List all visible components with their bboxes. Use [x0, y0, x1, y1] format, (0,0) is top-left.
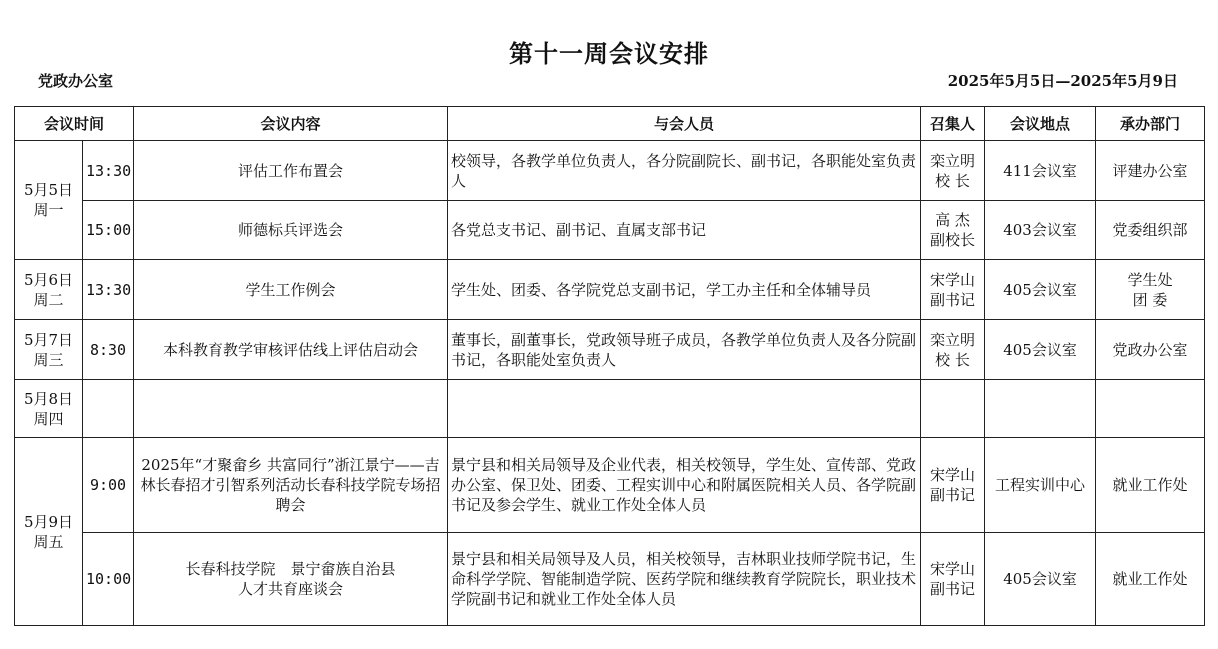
meeting-location: 403会议室 [985, 201, 1096, 260]
table-row [15, 533, 1205, 626]
meeting-location: 405会议室 [985, 533, 1096, 626]
meeting-convener: 栾立明 校 长 [921, 320, 985, 380]
table-row [15, 201, 1205, 260]
meeting-convener: 宋学山 副书记 [921, 438, 985, 533]
day-cell: 5月6日 周二 [15, 260, 83, 320]
table-row [15, 141, 1205, 201]
meeting-location: 405会议室 [985, 260, 1096, 320]
issuing-office: 党政办公室 [38, 72, 114, 90]
meeting-department: 学生处 团 委 [1096, 260, 1205, 320]
meeting-location [985, 380, 1096, 438]
meeting-attendees: 校领导，各教学单位负责人，各分院副院长、副书记，各职能处室负责人 [448, 141, 921, 201]
meeting-convener: 高 杰 副校长 [921, 201, 985, 260]
meeting-content: 师德标兵评选会 [134, 201, 448, 260]
day-cell: 5月8日 周四 [15, 380, 83, 438]
header-time: 会议时间 [15, 107, 134, 141]
meeting-attendees [448, 380, 921, 438]
meeting-content: 评估工作布置会 [134, 141, 448, 201]
header-content: 会议内容 [134, 107, 448, 141]
table-row [15, 260, 1205, 320]
meeting-attendees: 董事长，副董事长，党政领导班子成员，各教学单位负责人及各分院副书记，各职能处室负责人 [448, 320, 921, 380]
meeting-department: 就业工作处 [1096, 438, 1205, 533]
header-row [15, 107, 1205, 141]
table-row [15, 380, 1205, 438]
meeting-location: 411会议室 [985, 141, 1096, 201]
date-range: 2025年5月5日—2025年5月9日 [947, 72, 1178, 90]
table-row [15, 320, 1205, 380]
meeting-time: 8:30 [83, 320, 134, 380]
meeting-time [83, 380, 134, 438]
meeting-content: 学生工作例会 [134, 260, 448, 320]
header-location: 会议地点 [985, 107, 1096, 141]
meeting-department: 就业工作处 [1096, 533, 1205, 626]
meeting-department [1096, 380, 1205, 438]
header-department: 承办部门 [1096, 107, 1205, 141]
meeting-convener: 宋学山 副书记 [921, 260, 985, 320]
meeting-time: 15:00 [83, 201, 134, 260]
meeting-convener: 宋学山 副书记 [921, 533, 985, 626]
meeting-schedule-table [14, 106, 1205, 626]
meeting-time: 13:30 [83, 141, 134, 201]
day-cell: 5月7日 周三 [15, 320, 83, 380]
meeting-attendees: 各党总支书记、副书记、直属支部书记 [448, 201, 921, 260]
meeting-content: 2025年“才聚畲乡 共富同行”浙江景宁——吉林长春招才引智系列活动长春科技学院专场招聘会 [134, 438, 448, 533]
header-convener: 召集人 [921, 107, 985, 141]
table-row [15, 438, 1205, 533]
page-title: 第十一周会议安排 [509, 39, 709, 68]
meeting-content: 长春科技学院 景宁畲族自治县 人才共育座谈会 [134, 533, 448, 626]
meeting-time: 10:00 [83, 533, 134, 626]
meeting-department: 党政办公室 [1096, 320, 1205, 380]
meeting-department: 评建办公室 [1096, 141, 1205, 201]
meeting-attendees: 学生处、团委、各学院党总支副书记，学工办主任和全体辅导员 [448, 260, 921, 320]
meeting-location: 405会议室 [985, 320, 1096, 380]
day-cell: 5月5日 周一 [15, 141, 83, 260]
meeting-time: 13:30 [83, 260, 134, 320]
meeting-convener [921, 380, 985, 438]
meeting-attendees: 景宁县和相关局领导及企业代表，相关校领导，学生处、宣传部、党政办公室、保卫处、团委、工程实训中心和附属医院相关人员、各学院副书记及参会学生、就业工作处全体人员 [448, 438, 921, 533]
meeting-time: 9:00 [83, 438, 134, 533]
meeting-attendees: 景宁县和相关局领导及人员，相关校领导，吉林职业技师学院书记，生命科学学院、智能制造学院、医药学院和继续教育学院院长，职业技术学院副书记和就业工作处全体人员 [448, 533, 921, 626]
meeting-location: 工程实训中心 [985, 438, 1096, 533]
meeting-content [134, 380, 448, 438]
day-cell: 5月9日 周五 [15, 438, 83, 626]
meeting-department: 党委组织部 [1096, 201, 1205, 260]
header-attendees: 与会人员 [448, 107, 921, 141]
meeting-content: 本科教育教学审核评估线上评估启动会 [134, 320, 448, 380]
meeting-convener: 栾立明 校 长 [921, 141, 985, 201]
